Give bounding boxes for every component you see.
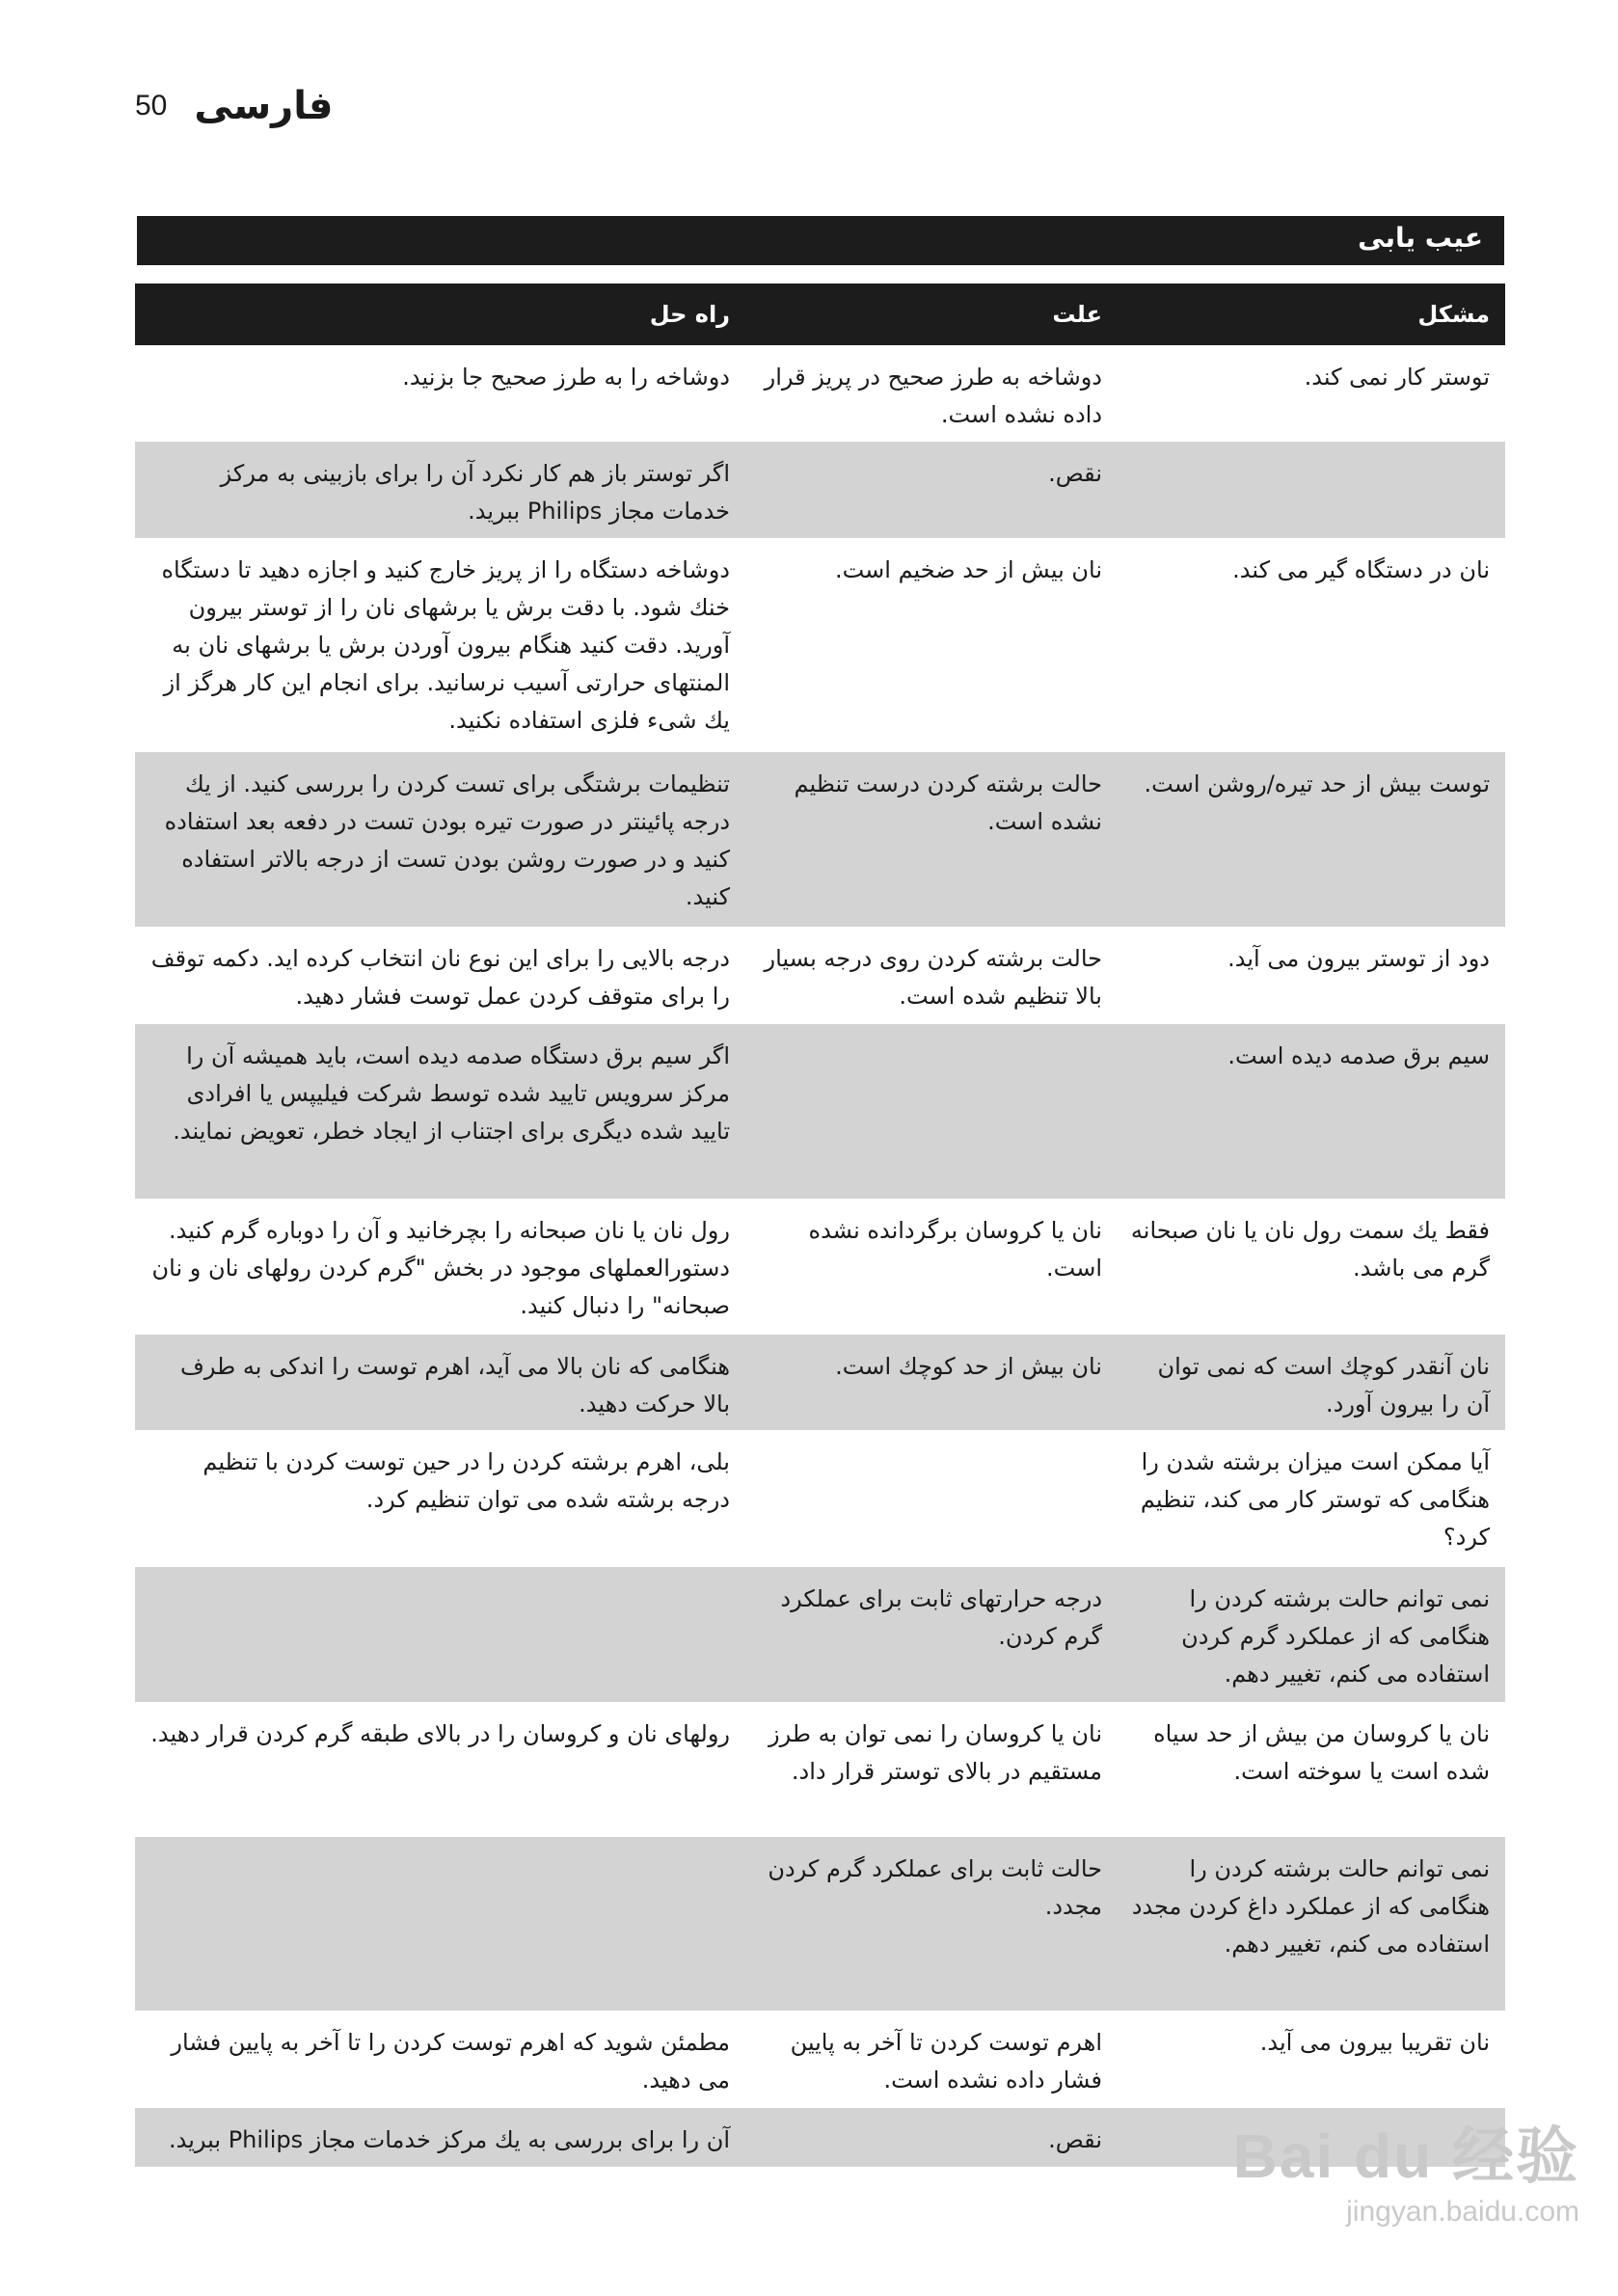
table-row xyxy=(135,1199,1505,1335)
header-cause: علت xyxy=(1052,300,1102,328)
cell-problem: نان آنقدر کوچك است که نمی توان آن را بیرون آورد. xyxy=(1157,1353,1490,1418)
cell-problem: نمی توانم حالت برشته کردن را هنگامی که از عملکرد گرم کردن استفاده می کنم، تغییر دهم. xyxy=(1181,1585,1490,1688)
language-label: فارسی xyxy=(194,84,334,128)
cell-problem: آیا ممکن است میزان برشته شدن را هنگامی که توستر کار می کند، تنظیم کرد؟ xyxy=(1140,1448,1490,1551)
table-row xyxy=(135,927,1505,1024)
table-row xyxy=(135,1702,1505,1837)
table-row xyxy=(135,1335,1505,1430)
cell-solution xyxy=(135,1837,743,2011)
watermark-brand: Bai du 经验 xyxy=(1232,2121,1579,2191)
troubleshooting-table xyxy=(135,284,1505,2167)
section-title-bar xyxy=(137,216,1504,265)
cell-cause xyxy=(743,1430,1116,1567)
section-title: عیب یابی xyxy=(1358,222,1483,254)
cell-problem: نان یا کروسان من بیش از حد سیاه شده است یا سوخته است. xyxy=(1153,1720,1490,1785)
table-row xyxy=(135,538,1505,752)
table-row xyxy=(135,1567,1505,1702)
cell-problem: نان در دستگاه گیر می کند. xyxy=(1232,556,1490,583)
cell-solution: رولهای نان و کروسان را در بالای طبقه گرم کردن قرار دهید. xyxy=(150,1720,730,1747)
cell-cause: اهرم توست کردن تا آخر به پایین فشار داده نشده است. xyxy=(790,2029,1102,2093)
cell-cause: نان یا کروسان برگردانده نشده است. xyxy=(808,1217,1102,1282)
table-row xyxy=(135,2011,1505,2108)
watermark-url: jingyan.baidu.com xyxy=(1346,2196,1579,2228)
cell-problem: نمی توانم حالت برشته کردن را هنگامی که از عملکرد داغ کردن مجدد استفاده می کنم، تغییر دهم. xyxy=(1131,1855,1490,1958)
cell-cause: دوشاخه به طرز صحیح در پریز قرار داده نشده است. xyxy=(764,364,1102,428)
table-header xyxy=(135,284,1505,345)
cell-problem: فقط یك سمت رول نان یا نان صبحانه گرم می باشد. xyxy=(1130,1217,1490,1282)
cell-problem: توست بیش از حد تیره/روشن است. xyxy=(1144,770,1490,797)
header-problem: مشکل xyxy=(1417,300,1490,328)
cell-solution: اگر توستر باز هم کار نکرد آن را برای بازبینی به مرکز خدمات مجاز Philips ببرید. xyxy=(220,460,730,525)
cell-problem: دود از توستر بیرون می آید. xyxy=(1227,945,1490,972)
cell-solution: آن را برای بررسی به یك مرکز خدمات مجاز Philips ببرید. xyxy=(168,2126,730,2153)
cell-cause xyxy=(743,1024,1116,1199)
cell-solution: دوشاخه را به طرز صحیح جا بزنید. xyxy=(402,364,730,391)
table-row xyxy=(135,345,1505,442)
cell-cause: حالت ثابت برای عملکرد گرم کردن مجدد. xyxy=(768,1855,1102,1920)
header-solution: راه حل xyxy=(649,300,730,328)
table-row xyxy=(135,752,1505,927)
cell-cause: حالت برشته کردن درست تنظیم نشده است. xyxy=(794,770,1102,835)
cell-solution: هنگامی که نان بالا می آید، اهرم توست را اندکی به طرف بالا حرکت دهید. xyxy=(180,1353,730,1418)
cell-cause: نقص. xyxy=(1048,2126,1102,2153)
cell-cause: درجه حرارتهای ثابت برای عملکرد گرم کردن. xyxy=(780,1585,1102,1650)
cell-problem xyxy=(1116,442,1505,538)
cell-solution: مطمئن شوید که اهرم توست کردن را تا آخر به پایین فشار می دهید. xyxy=(171,2029,730,2093)
cell-cause: نقص. xyxy=(1048,460,1102,487)
cell-solution: تنظیمات برشتگی برای تست کردن را بررسی کنید. از یك درجه پائینتر در صورت تیره بودن تست در دفعه بعد استفاده کنید و در صورت روشن بودن تست از درجه بالاتر استفاده کنید. xyxy=(164,770,730,910)
page-number: 50 xyxy=(135,90,168,122)
page-header xyxy=(135,77,333,135)
cell-cause: نان یا کروسان را نمی توان به طرز مستقیم در بالای توستر قرار داد. xyxy=(769,1720,1102,1785)
cell-problem: نان تقریبا بیرون می آید. xyxy=(1259,2029,1490,2056)
cell-solution: دوشاخه دستگاه را از پریز خارج کنید و اجازه دهید تا دستگاه خنك شود. با دقت برش یا برشهای نان را از توستر بیرون آورید. دقت کنید هنگام بیرون آوردن برش یا برشهای نان به المنتهای حرارتی آسیب نرسانید. برای انجام این کار هرگز از یك شیء فلزی استفاده نکنید. xyxy=(161,556,730,734)
table-row xyxy=(135,1430,1505,1567)
cell-solution: بلی، اهرم برشته کردن را در حین توست کردن با تنظیم درجه برشته شده می توان تنظیم کرد. xyxy=(202,1448,730,1513)
cell-problem: توستر کار نمی کند. xyxy=(1304,364,1490,391)
cell-solution: رول نان یا نان صبحانه را بچرخانید و آن را دوباره گرم کنید. دستورالعملهای موجود در بخش "گرم کردن رولهای نان و نان صبحانه" را دنبال کنید. xyxy=(151,1217,730,1319)
table-row xyxy=(135,442,1505,538)
cell-solution xyxy=(135,1567,743,1702)
cell-cause: حالت برشته کردن روی درجه بسیار بالا تنظیم شده است. xyxy=(764,945,1102,1010)
cell-solution: اگر سیم برق دستگاه صدمه دیده است، باید همیشه آن را مرکز سرویس تایید شده توسط شرکت فیلیپس یا افرادی تایید شده دیگری برای اجتناب از ایجاد خطر، تعویض نمایند. xyxy=(173,1042,730,1145)
cell-problem: سیم برق صدمه دیده است. xyxy=(1227,1042,1490,1069)
cell-solution: درجه بالایی را برای این نوع نان انتخاب کرده اید. دکمه توقف را برای متوقف کردن عمل توست فشار دهید. xyxy=(150,945,730,1010)
baidu-watermark xyxy=(1233,2107,1579,2228)
cell-cause: نان بیش از حد ضخیم است. xyxy=(834,556,1102,583)
cell-cause: نان بیش از حد کوچك است. xyxy=(835,1353,1102,1380)
table-row xyxy=(135,1837,1505,2011)
table-row xyxy=(135,1024,1505,1199)
